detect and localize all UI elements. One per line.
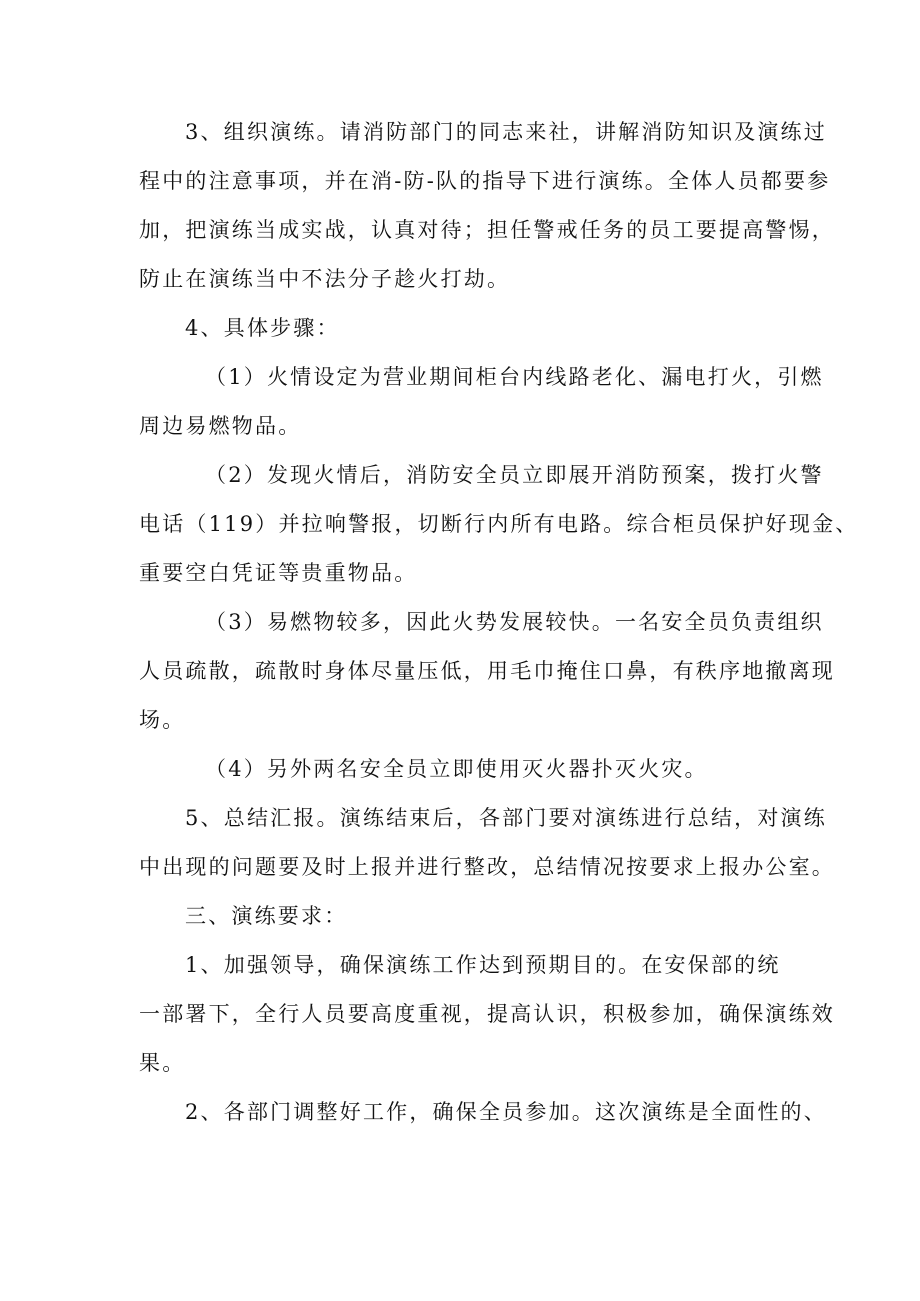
paragraph-line: 4、具体步骤： — [185, 316, 340, 340]
paragraph-line: 加，把演练当成实战，认真对待；担任警戒任务的员工要提高警惕， — [139, 218, 835, 242]
paragraph-line: 周边易燃物品。 — [139, 414, 302, 438]
paragraph-line: （4）另外两名安全员立即使用灭火器扑灭火灾。 — [205, 757, 708, 781]
paragraph-line: （3）易燃物较多，因此火势发展较快。一名安全员负责组织 — [205, 610, 824, 634]
paragraph-line: 场。 — [139, 708, 186, 732]
paragraph-line: 重要空白凭证等贵重物品。 — [139, 561, 418, 585]
paragraph-line: 3、组织演练。请消防部门的同志来社，讲解消防知识及演练过 — [185, 120, 827, 144]
paragraph-line: 果。 — [139, 1051, 186, 1075]
paragraph-line: 程中的注意事项，并在消-防-队的指导下进行演练。全体人员都要参 — [139, 169, 831, 193]
paragraph-line: 中出现的问题要及时上报并进行整改，总结情况按要求上报办公室。 — [139, 855, 835, 879]
paragraph-line: 2、各部门调整好工作，确保全员参加。这次演练是全面性的、 — [185, 1100, 827, 1124]
paragraph-line: 人员疏散，疏散时身体尽量压低，用毛巾掩住口鼻，有秩序地撤离现 — [139, 659, 835, 683]
paragraph-line: （1）火情设定为营业期间柜台内线路老化、漏电打火，引燃 — [205, 365, 824, 389]
paragraph-line: （2）发现火情后，消防安全员立即展开消防预案，拨打火警 — [205, 463, 824, 487]
paragraph-line: 1、加强领导，确保演练工作达到预期目的。在安保部的统 — [185, 953, 781, 977]
paragraph-line: 电话（119）并拉响警报，切断行内所有电路。综合柜员保护好现金、 — [139, 512, 859, 536]
section-heading: 三、演练要求： — [185, 904, 348, 928]
paragraph-line: 5、总结汇报。演练结束后，各部门要对演练进行总结，对演练 — [185, 806, 827, 830]
paragraph-line: 一部署下，全行人员要高度重视，提高认识，积极参加，确保演练效 — [139, 1002, 835, 1026]
paragraph-line: 防止在演练当中不法分子趁火打劫。 — [139, 267, 511, 291]
